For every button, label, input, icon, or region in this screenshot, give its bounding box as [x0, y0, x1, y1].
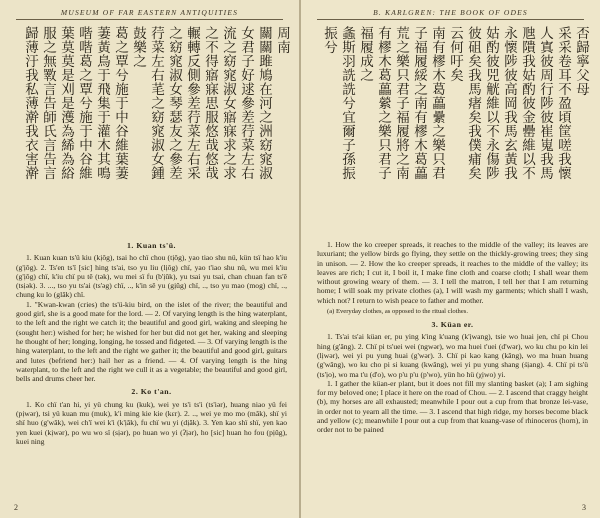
chinese-column: 永懷陟彼高岡我馬玄黃我: [501, 26, 517, 180]
right-chinese-text-block: [301, 26, 600, 238]
chinese-column: 關關雎鳩在河之洲窈窕淑: [256, 26, 272, 180]
right-page-number: 3: [582, 503, 586, 512]
left-page: [0, 0, 299, 518]
chinese-column: 萋黃鳥于飛集于灌木其鳴: [94, 26, 110, 180]
chinese-column: 虺隤我姑酌彼金罍維以不: [519, 26, 535, 180]
left-head-rule: [16, 19, 283, 20]
chinese-column: 否歸寧父母: [573, 26, 589, 96]
chinese-column: 振兮: [321, 26, 337, 54]
left-page-number: 2: [14, 503, 18, 512]
chinese-column: 螽斯羽詵詵兮宜爾子孫振: [339, 26, 355, 180]
chinese-column: 輾轉反側參差荇菜左右采: [184, 26, 200, 180]
translation-paragraph: 1. How the ko creeper spreads, it reaches to the middle of the valley; its leaves are luxuriant; the yellow birds go flying, they settle on the thickly-growing trees; they sing in unison. — 2. How the ko creeper spreads, it reaches to the middle of the valley; its leaves are rich; I cut it, I boil it, I make fine cloth and coarse cloth; I shall wear them without growing weary of them. — 3. I tell the matron, I tell her that I am returning home; I will soak my private clothes (a), I will wash my garments; which shall I wash, which not? I return to wish peace to father and mother.: [317, 240, 588, 305]
chinese-column: 女君子好逑參差荇菜左右: [238, 26, 254, 180]
left-running-head: MUSEUM OF FAR EASTERN ANTIQUITIES: [60, 8, 239, 17]
right-head-rule: [317, 19, 584, 20]
transcription-paragraph: 1. Ko chï t'an hi, yi yü chung ku (kuk), wei ye ts'i ts'i (ts'iər), huang niao yü fei (pịwər), tsi yü kuan mu (muk), k'i ming kie kie (kɛr). 2. .., wei ye mo mo (mâk), shï yi shï huo (g'wâk), wei ch'ï wei k'i (k'ịăk), fu chï wu yi (dịăk). 3. Yen kao shï shï, yen kao yen kuei (kịwər), po wu wo sï (sịər), po huan wo yi (ʔịər), ho [sic] huan ho fou (pịŭg), kuei ning: [16, 399, 287, 446]
section-title: 3. Küan er.: [431, 320, 474, 330]
right-translation-text: [317, 240, 588, 435]
chinese-column: 福履成之: [357, 26, 373, 82]
left-translation-text: [16, 240, 287, 446]
chinese-column: 云何吁矣: [447, 26, 463, 82]
translation-paragraph: 1. I gather the küan-er plant, but it does not fill my slanting basket (a); I am sighing for my beloved one; I place it here on the road of Chou. — 2. I ascend that craggy height (b), my horses are all exhausted; meanwhile I pour out a cup from that bronze lei-vase, in order not to yearn all the time. — 3. I ascend that high ridge, my horses become black and yellow (c); meanwhile I pour out a cup from that kuang-vase of rhinoceros (horn), in order not to be pained: [317, 378, 588, 435]
chinese-column: 葛之覃兮施于中谷維葉萋: [112, 26, 128, 180]
chinese-column: 鼓樂之: [130, 26, 146, 68]
section-title: 1. Kuan ts'ü.: [127, 241, 176, 250]
chinese-column: 之不得寤寐思服悠哉悠哉: [202, 26, 218, 180]
chinese-column: 采采卷耳不盈頃筐嗟我懷: [555, 26, 571, 180]
section-title: 2. Ko t'an.: [131, 387, 172, 397]
chinese-column: 有樛木葛藟縈之樂只君子: [375, 26, 391, 180]
transcription-paragraph: 1. Kuan kuan ts'ü kiu (kịôg), tsai ho chï chou (tịôg), yao tiao shu nü, kün tsï hao k'iu (g'ịôg). 2. Ts'en ts'ï [sic] hing ts'ai, tso yu liu (lịôg) chï, yao t'iao shu nü, wu mei k'iu (g'ịôg) chï, k'iu chï pu tê (tək), wu mei sï fu (b'ịŭk), yu tsai yu tsai, chan chuan fan ts'ê (tsịək). 3. ..., tso yu ts'ai (ts'əg) chï, .., k'in sê yu (gịŭg) chï, .., tso yu mao (mog) chï, .., chung ku lo (glâk) chï.: [16, 253, 287, 300]
left-chinese-text-block: [0, 26, 299, 238]
chinese-column: 周南: [274, 26, 290, 54]
footnote: (a) Everyday clothes, as opposed to the ritual clothes.: [327, 308, 468, 316]
chinese-column: 南有樛木葛藟纍之樂只君: [429, 26, 445, 180]
chinese-column: 流之窈窕淑女寤寐求之求: [220, 26, 236, 180]
chinese-column: 荒之樂只君子福履將之南: [393, 26, 409, 180]
chinese-column: 之窈窕淑女琴瑟友之參差: [166, 26, 182, 180]
chinese-column: 喈喈葛之覃兮施于中谷維: [76, 26, 92, 180]
translation-paragraph: 1. "Kwan-kwan (cries) the ts'ü-kiu bird, on the islet of the river; the beautiful and good girl, she is a good mate for the lord. — 2. Of varying length is the hing waterplant, to the left and the right we catch it; the beautiful and good girl, waking and sleeping he (sought her:) wished for her; he wished for her but did not get her, waking and sleeping he thought of her; longing, longing, he tossed and fidgeted. — 3. Of varying length is the hing waterplant, to the left and the right we gather it; the beautiful and good girl, guitars and lutes (befriend her:) hail her as a friend. — 4. Of varying length is the hing waterplant, to the left and the right we cull it as a vegetable; the beautiful and good girl, bells and drums cheer her.: [16, 299, 287, 384]
chinese-column: 荇菜左右芼之窈窕淑女鍾: [148, 26, 164, 180]
chinese-column: 彼砠矣我馬瘏矣我僕痡矣: [465, 26, 481, 180]
right-page: [301, 0, 600, 518]
chinese-column: 人寘彼周行陟彼崔嵬我馬: [537, 26, 553, 180]
right-running-head: B. KARLGREN: THE BOOK OF ODES: [373, 8, 528, 17]
chinese-column: 姑酌彼兕觥維以不永傷陟: [483, 26, 499, 180]
transcription-paragraph: 1. Ts'ai ts'ai küan er, pu ying k'ing k'uang (k'ịwang), tsie wo huai jen, chï pi Chou hing (g'âng). 2. Chï pi ts'uei wei (ngwər), wo ma huei t'uei (d'wər), wo ku chu po kin lei (lịwər), wei yi pu yung huai (g'wər). 3. Chï pi kao kang (kâng), wo ma huan huang (g'wâng), wo ku cho pi si kuang (kwâng), wei yi pu yung shang (śịang). 4. Chï pi ts'ü (ts'ịo), wo ma t'u (d'o), wo p'u p'u (p'wo), yün ho hü (χịwo) yi.: [317, 332, 588, 379]
chinese-column: 葉莫莫是刈是濩為絺為綌: [58, 26, 74, 180]
chinese-column: 服之無斁言告師氏言告言: [40, 26, 56, 180]
chinese-column: 子福履綏之南有樛木葛藟: [411, 26, 427, 180]
chinese-column: 歸薄汙我私薄澣我衣害澣: [22, 26, 38, 180]
